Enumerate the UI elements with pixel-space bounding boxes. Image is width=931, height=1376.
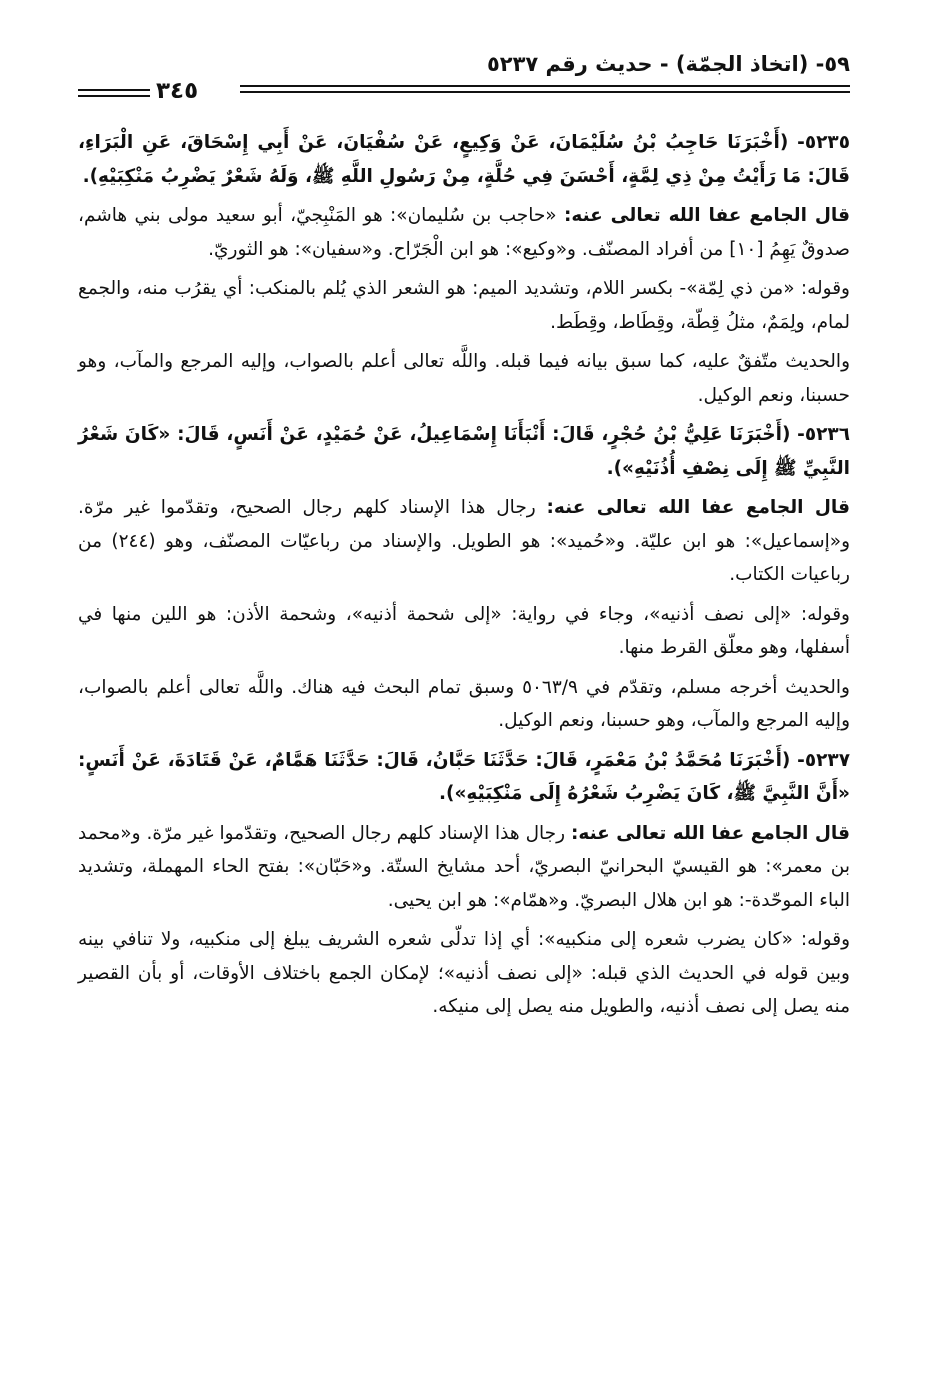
commentary-text: «حاجب بن سُليمان»: هو المَنْبِجيّ، أبو سعيد مولى بني هاشم، صدوقٌ يَهِمُ [١٠] من أفراد المصنّف. و«وكيع»: هو ابن الْجَرّاح. و«سفيان»: هو الثوريّ. [78, 205, 850, 260]
explanation-paragraph: والحديث متّفقٌ عليه، كما سبق بيانه فيما قبله. واللَّه تعالى أعلم بالصواب، وإليه المرجع والمآب، وهو حسبنا، ونعم الوكيل. [78, 351, 850, 406]
explanation-paragraph: وقوله: «إلى نصف أذنيه»، وجاء في رواية: «إلى شحمة أذنيه»، وشحمة الأذن: هو اللين منها في أسفلها، وهو معلّق القرط منها. [78, 603, 850, 658]
explanation-paragraph: وقوله: «كان يضرب شعره إلى منكبيه»: أي إذا تدلّى شعره الشريف يبلغ إلى منكبيه، ولا تنافي بينه وبين قوله في الحديث الذي قبله: «إلى نصف أذنيه»؛ لإمكان الجمع باختلاف الأوقات، أو بأن القصير منه يصل إلى نصف أذنيه، والطويل منه يصل إلى منيكه. [78, 929, 850, 1017]
commentary-lead: قال الجامع عفا الله تعالى عنه: [570, 822, 850, 844]
commentary-paragraph [78, 199, 850, 266]
running-header [78, 52, 850, 112]
commentary-text: رجال هذا الإسناد كلهم رجال الصحيح، وتقدّموا غير مرّة. و«إسماعيل»: هو ابن عليّة. و«حُميد»: هو الطويل. والإسناد من رباعيّات المصنّف، وهو (٢٤٤) من رباعيات الكتاب. [78, 497, 851, 585]
commentary-text: رجال هذا الإسناد كلهم رجال الصحيح، وتقدّموا غير مرّة. و«محمد بن معمر»: هو القيسيّ البحرانيّ البصريّ، أحد مشايخ الستّة. و«حَبّان»: بفتح الحاء المهملة، وتشديد الباء الموحّدة-: هو ابن هلال البصريّ. و«همّام»: هو ابن يحيى. [78, 822, 850, 911]
page-number-rule [78, 89, 150, 91]
page-number: ٣٤٥ [156, 78, 199, 104]
hadith-text: ٥٢٣٥- (أَخْبَرَنَا حَاجِبُ بْنُ سُلَيْمَانَ، عَنْ وَكِيعٍ، عَنْ سُفْيَانَ، عَنْ أَبِي إِسْحَاقَ، عَنِ الْبَرَاءِ، قَالَ: مَا رَأَيْتُ مِنْ ذِي لِمَّةٍ، أَحْسَنَ فِي حُلَّةٍ، مِنْ رَسُولِ اللَّهِ ﷺ، وَلَهُ شَعْرٌ يَضْرِبُ مَنْكِبَيْهِ). [78, 132, 850, 187]
commentary-paragraph [78, 817, 850, 918]
page-body [78, 126, 850, 1030]
commentary-lead: قال الجامع عفا الله تعالى عنه: [563, 205, 850, 226]
page-number-rule [78, 95, 150, 97]
hadith-text: ٥٢٣٦- (أَخْبَرَنَا عَلِيُّ بْنُ حُجْرٍ، قَالَ: أَنْبَأَنَا إِسْمَاعِيلُ، عَنْ حُمَيْدٍ، عَنْ أَنَسٍ، قَالَ: «كَانَ شَعْرُ النَّبِيِّ ﷺ إِلَى نِصْفِ أُذُنَيْهِ»). [78, 424, 850, 479]
hadith-text: ٥٢٣٧- (أَخْبَرَنَا مُحَمَّدُ بْنُ مَعْمَرٍ، قَالَ: حَدَّثَنَا حَبَّانُ، قَالَ: حَدَّثَنَا هَمَّامٌ، عَنْ قَتَادَةَ، عَنْ أَنَسٍ: «أَنَّ النَّبِيَّ ﷺ، كَانَ يَضْرِبُ شَعْرُهُ إِلَى مَنْكِبَيْهِ»). [78, 749, 850, 804]
header-rule [240, 85, 850, 87]
header-rule [240, 91, 850, 93]
commentary-lead: قال الجامع عفا الله تعالى عنه: [546, 497, 850, 518]
explanation-paragraph: والحديث أخرجه مسلم، وتقدّم في ٥٠٦٣/٩ وسبق تمام البحث فيه هناك. واللَّه تعالى أعلم بالصواب، وإليه المرجع والمآب، وهو حسبنا، ونعم الوكيل. [78, 676, 850, 731]
commentary-paragraph [78, 491, 850, 592]
chapter-title: ٥٩- (اتخاذ الجمّة) - حديث رقم ٥٢٣٧ [486, 52, 850, 76]
explanation-paragraph: وقوله: «من ذي لِمّة»- بكسر اللام، وتشديد الميم: هو الشعر الذي يُلم بالمنكب: أي يقرُب منه، والجمع لمام، ولِمَمٌ، مثلُ قِطّة، وقِطَاط، وقِطَط. [78, 278, 850, 333]
